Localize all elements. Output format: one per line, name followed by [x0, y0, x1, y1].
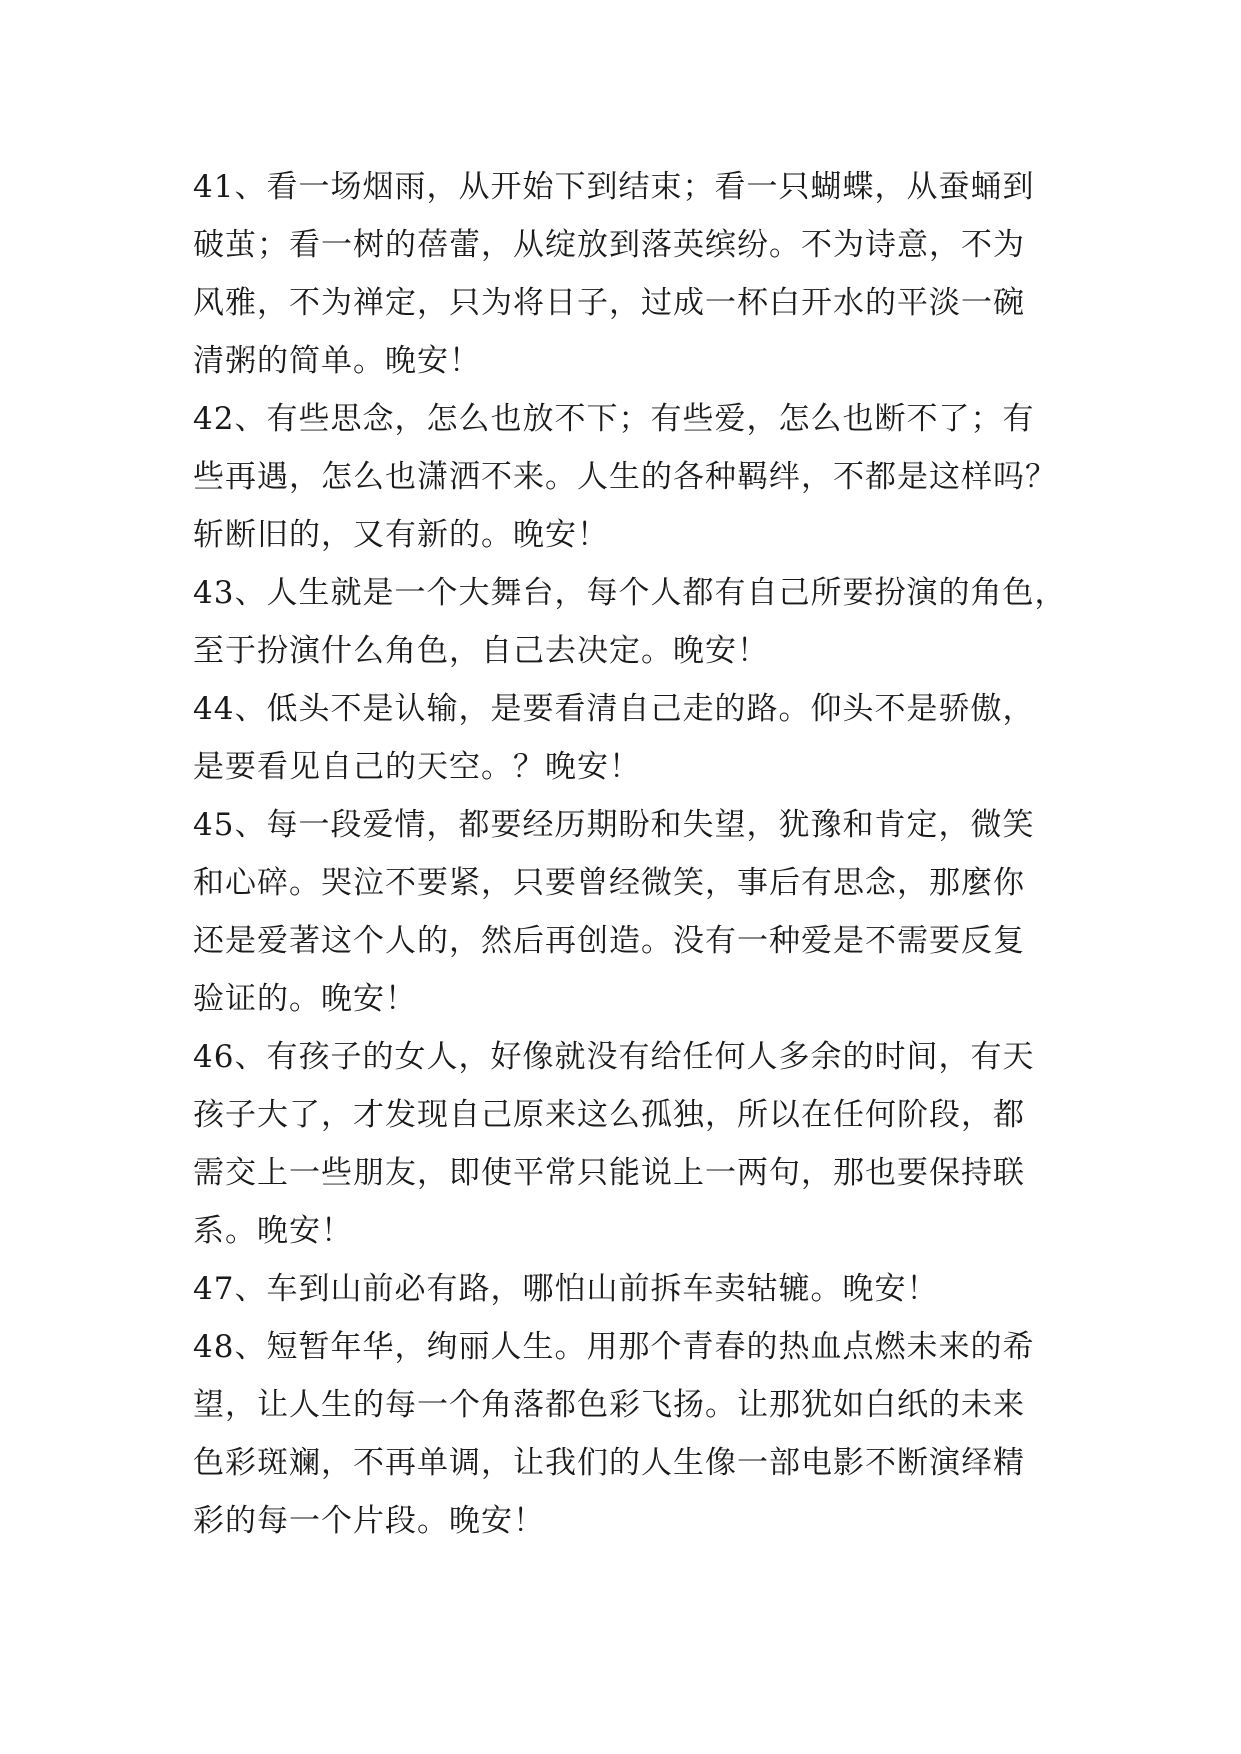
- text-line: 还是爱著这个人的，然后再创造。没有一种爱是不需要反复: [193, 923, 1025, 959]
- text-line: 清粥的简单。晚安！: [193, 343, 481, 379]
- text-line: 47、车到山前必有路，哪怕山前拆车卖轱辘。晚安！: [193, 1271, 939, 1307]
- text-line: 孩子大了，才发现自己原来这么孤独，所以在任何阶段，都: [193, 1097, 1025, 1133]
- text-line: 彩的每一个片段。晚安！: [193, 1503, 545, 1539]
- text-line: 色彩斑斓，不再单调，让我们的人生像一部电影不断演绎精: [193, 1445, 1025, 1481]
- text-line: 验证的。晚安！: [193, 981, 417, 1017]
- text-line: 些再遇，怎么也潇洒不来。人生的各种羁绊，不都是这样吗？: [193, 459, 1057, 495]
- text-line: 破茧；看一树的蓓蕾，从绽放到落英缤纷。不为诗意，不为: [193, 227, 1025, 263]
- text-line: 44、低头不是认输，是要看清自己走的路。仰头不是骄傲，: [193, 691, 1035, 727]
- text-line: 43、人生就是一个大舞台，每个人都有自己所要扮演的角色，: [193, 575, 1067, 611]
- text-line: 是要看见自己的天空。？晚安！: [193, 749, 641, 785]
- document-body: [193, 158, 1068, 1550]
- text-line: 和心碎。哭泣不要紧，只要曾经微笑，事后有思念，那麼你: [193, 865, 1025, 901]
- text-line: 风雅，不为禅定，只为将日子，过成一杯白开水的平淡一碗: [193, 285, 1025, 321]
- text-line: 至于扮演什么角色，自己去决定。晚安！: [193, 633, 769, 669]
- text-line: 需交上一些朋友，即使平常只能说上一两句，那也要保持联: [193, 1155, 1025, 1191]
- text-line: 41、看一场烟雨，从开始下到结束；看一只蝴蝶，从蚕蛹到: [193, 169, 1035, 205]
- text-line: 望，让人生的每一个角落都色彩飞扬。让那犹如白纸的未来: [193, 1387, 1025, 1423]
- text-line: 系。晚安！: [193, 1213, 353, 1249]
- text-line: 斩断旧的，又有新的。晚安！: [193, 517, 609, 553]
- text-line: 42、有些思念，怎么也放不下；有些爱，怎么也断不了；有: [193, 401, 1035, 437]
- text-line: 45、每一段爱情，都要经历期盼和失望，犹豫和肯定，微笑: [193, 807, 1035, 843]
- text-line: 48、短暂年华，绚丽人生。用那个青春的热血点燃未来的希: [193, 1329, 1035, 1365]
- text-line: 46、有孩子的女人，好像就没有给任何人多余的时间，有天: [193, 1039, 1035, 1075]
